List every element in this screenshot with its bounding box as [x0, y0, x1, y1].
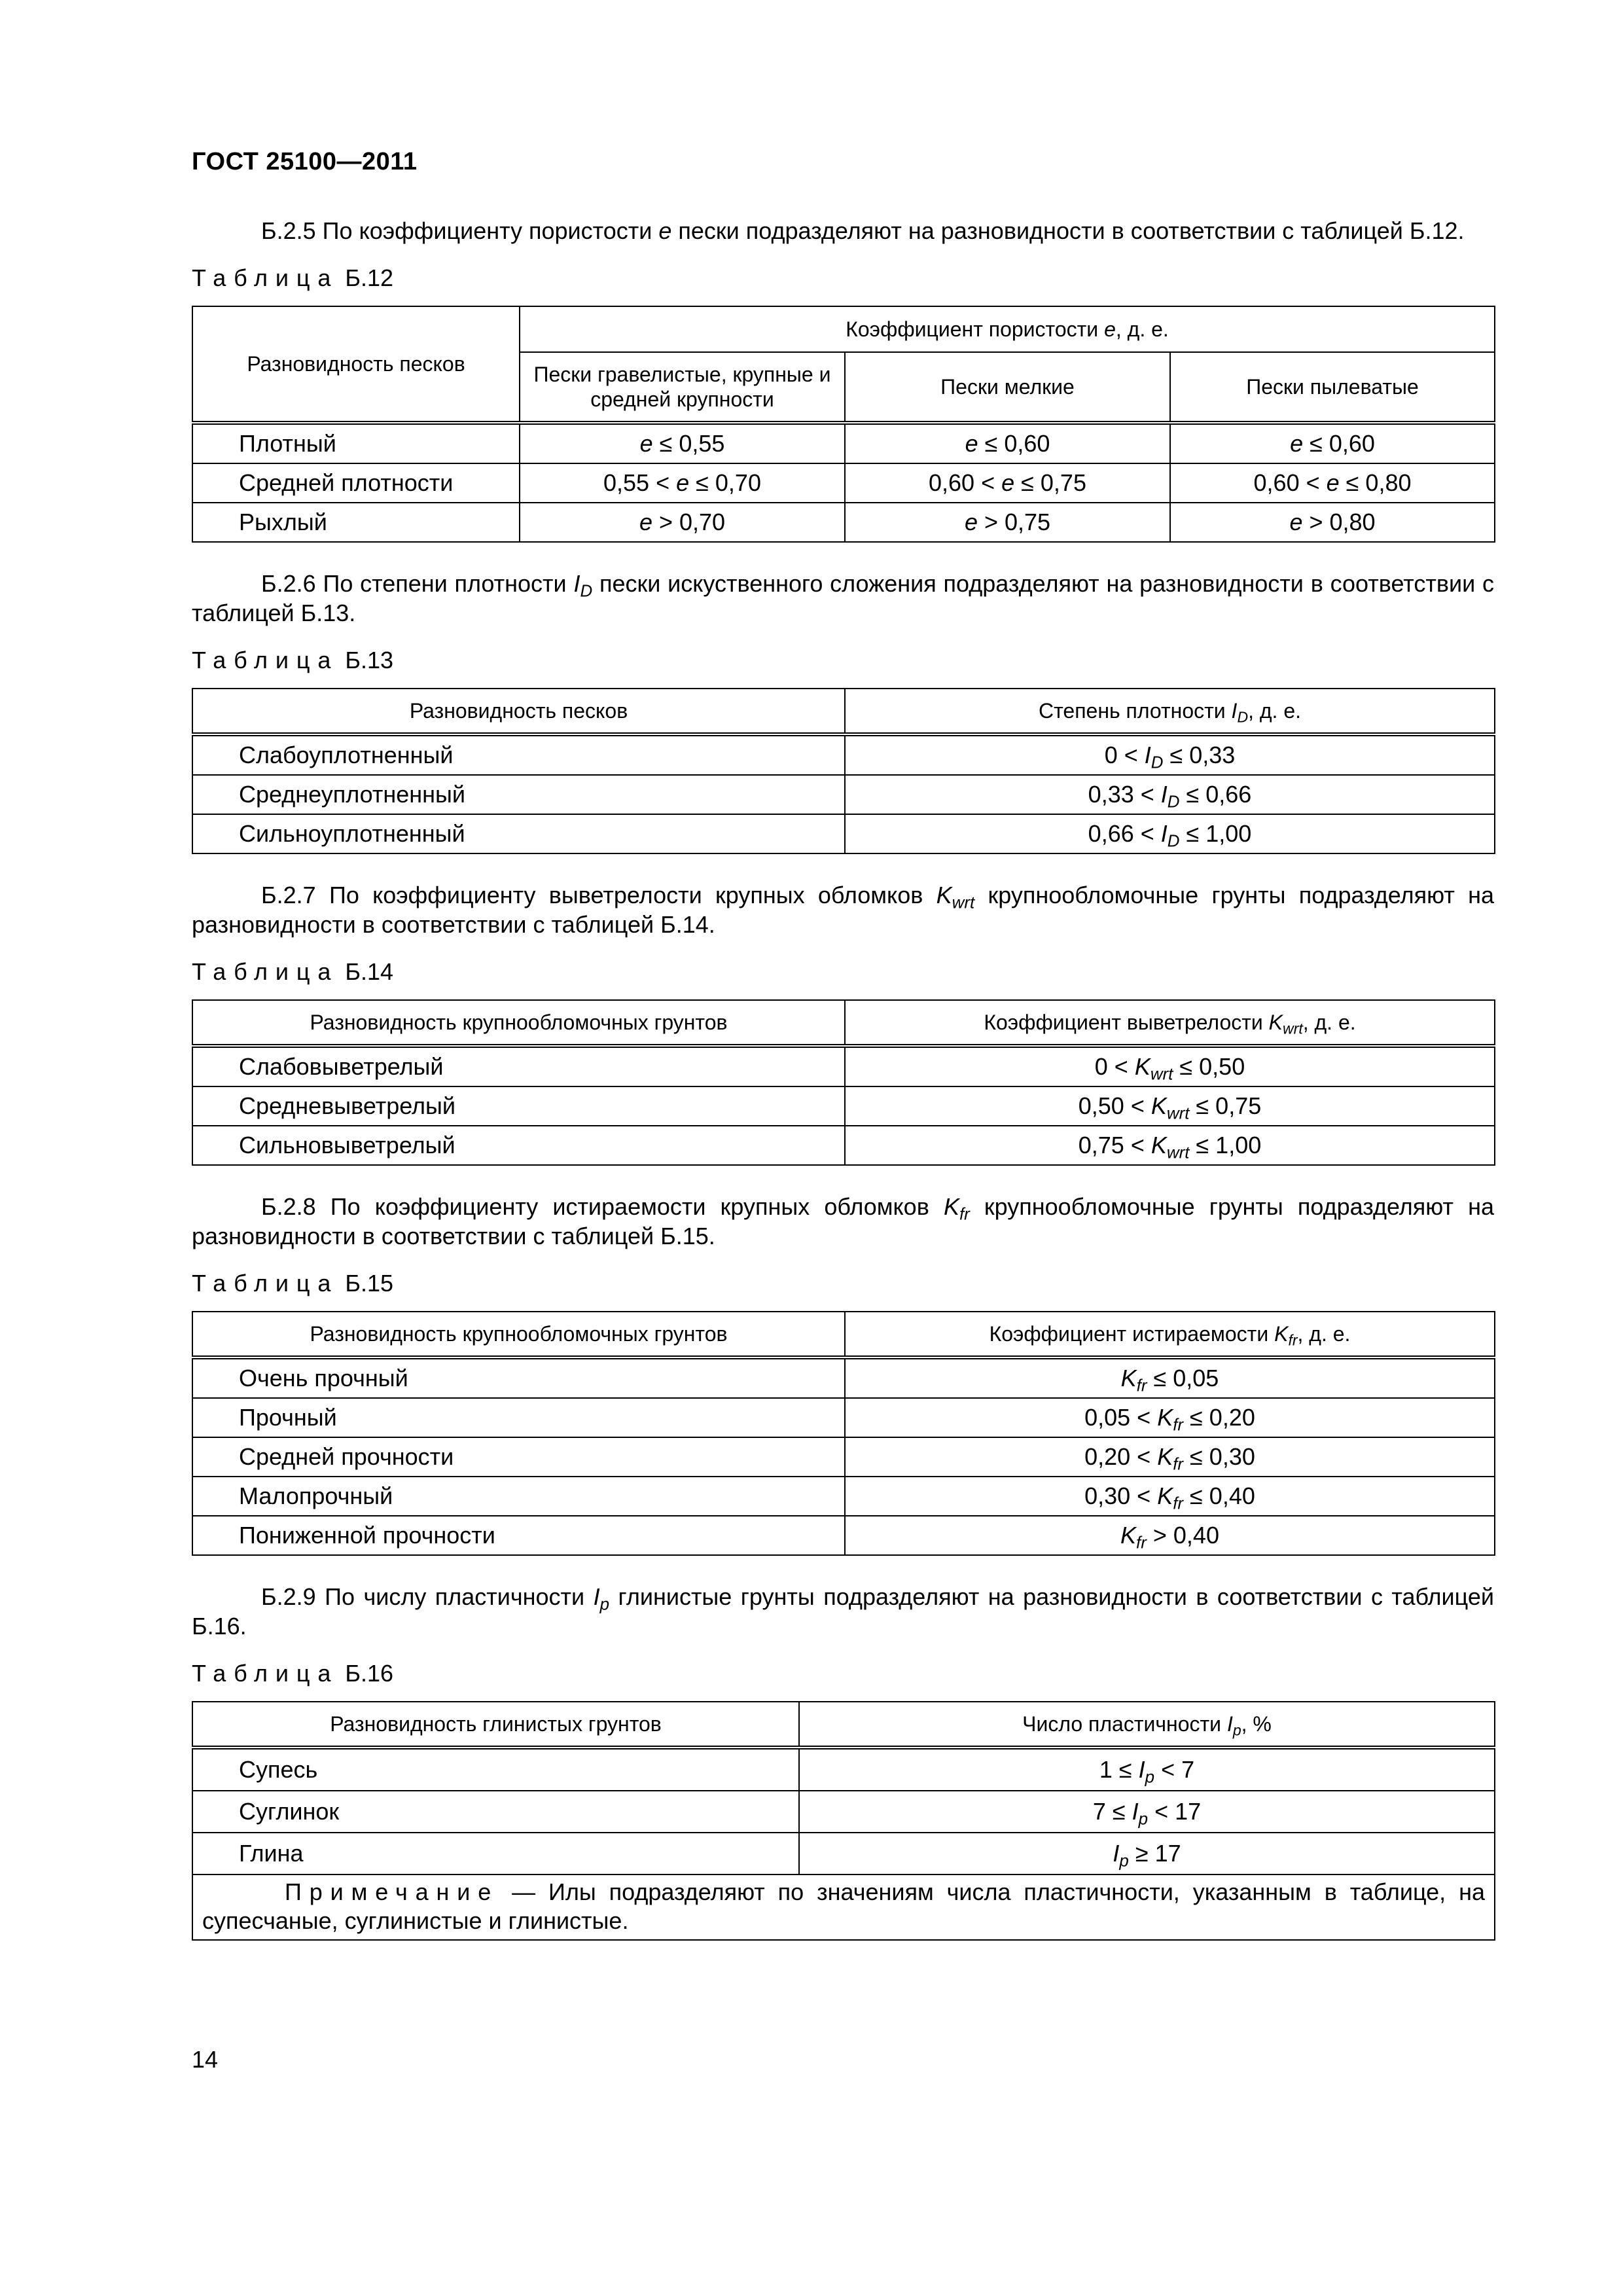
text-run: крупнообломочные грунты подразделяют на разновидности в соответствии с таблицей Б.15. — [192, 1193, 1495, 1249]
text-run: 0,60 < — [1253, 469, 1327, 496]
clause-b2-8 — [192, 1192, 1494, 1251]
math-variable: $K_{fr}$ — [943, 1193, 970, 1224]
text-run: ≤ 0,80 — [1339, 469, 1412, 496]
column-header-name: Разновидность песков — [192, 306, 520, 423]
text-run: , д. е. — [1248, 699, 1301, 723]
math-variable: e — [1290, 430, 1304, 457]
text-run: пески подразделяют на разновидности в соответствии с таблицей Б.12. — [671, 217, 1465, 244]
note-label: Примечание — [285, 1878, 499, 1905]
math-subscript: wrt — [1150, 1065, 1173, 1084]
table-row — [192, 1086, 1495, 1126]
table-note-row — [192, 1874, 1495, 1940]
table-b2-8 — [192, 1311, 1495, 1556]
value-cell — [845, 1357, 1495, 1398]
math-subscript: wrt — [1283, 1020, 1303, 1037]
table-header-row — [192, 1312, 1495, 1357]
row-label-cell: Средней прочности — [192, 1437, 845, 1477]
text-run: ≤ 0,75 — [1189, 1092, 1262, 1119]
clause-b2-5 — [192, 216, 1494, 245]
text-run: ≤ 0,40 — [1183, 1482, 1255, 1509]
section-b2-7 — [192, 880, 1494, 1166]
math-variable: e — [1326, 469, 1340, 496]
math-variable: $K_{wrt}$ — [1134, 1053, 1173, 1084]
text-run: глинистые грунты подразделяют на разновидности в соответствии с таблицей Б.16. — [192, 1583, 1494, 1640]
table-caption — [192, 1269, 1494, 1298]
caption-number: Б.14 — [338, 958, 393, 985]
row-label-cell: Глина — [192, 1833, 799, 1874]
math-variable: $I_D$ — [573, 570, 593, 601]
math-variable: e — [964, 509, 978, 535]
math-variable: $K_{fr}$ — [1157, 1482, 1184, 1513]
table-header-row — [192, 1000, 1495, 1046]
text-run: ≤ 0,55 — [652, 430, 725, 457]
table-row — [192, 734, 1495, 775]
math-subscript: p — [1145, 1768, 1155, 1787]
math-subscript: D — [1150, 753, 1164, 772]
math-subscript: fr — [1136, 1534, 1147, 1552]
math-variable: e — [639, 509, 652, 535]
row-label-cell: Прочный — [192, 1398, 845, 1437]
text-run: 0,05 < — [1084, 1404, 1158, 1431]
value-cell — [799, 1748, 1495, 1791]
caption-number: Б.12 — [338, 264, 393, 291]
table-row — [192, 1126, 1495, 1165]
math-subscript: D — [580, 582, 593, 601]
math-variable: e — [1001, 469, 1015, 496]
text-run: Коэффициент пористости — [846, 317, 1105, 341]
text-run: ≤ 0,33 — [1163, 742, 1236, 768]
text-run: Б.2.7 По коэффициенту выветрелости крупных обломков — [261, 882, 936, 908]
table-row — [192, 814, 1495, 853]
clause-b2-9 — [192, 1582, 1494, 1641]
text-run: 0,33 < — [1088, 781, 1161, 808]
text-run: ≤ 0,20 — [1183, 1404, 1255, 1431]
math-subscript: fr — [959, 1205, 970, 1224]
document-header-title: ГОСТ 25100—2011 — [192, 148, 418, 175]
math-variable: $K_{fr}$ — [1157, 1404, 1184, 1435]
math-variable: $K_{wrt}$ — [936, 882, 975, 912]
row-label-cell: Плотный — [192, 423, 520, 463]
text-run: , д. е. — [1115, 317, 1169, 341]
math-variable: $K_{fr}$ — [1120, 1522, 1147, 1552]
math-variable: $I_p$ — [1132, 1798, 1149, 1829]
value-cell — [845, 423, 1170, 463]
table-note — [192, 1874, 1495, 1940]
row-label-cell: Суглинок — [192, 1791, 799, 1833]
math-subscript: D — [1167, 793, 1180, 812]
text-run: крупнообломочные грунты подразделяют на разновидности в соответствии с таблицей Б.14. — [192, 882, 1494, 938]
value-cell — [845, 503, 1170, 542]
value-cell — [1170, 423, 1495, 463]
caption-word: Таблица — [192, 958, 339, 985]
section-b2-9 — [192, 1582, 1494, 1941]
text-run: 0,66 < — [1088, 820, 1161, 847]
text-run: > 0,40 — [1146, 1522, 1219, 1549]
math-variable: $K_{fr}$ — [1157, 1443, 1184, 1474]
math-subscript: fr — [1173, 1416, 1184, 1435]
table-caption — [192, 958, 1494, 986]
text-run: 0,50 < — [1078, 1092, 1151, 1119]
text-run: 7 ≤ — [1092, 1798, 1132, 1825]
value-cell — [845, 1046, 1495, 1086]
text-run: < 7 — [1154, 1756, 1195, 1783]
page-number: 14 — [192, 2046, 219, 2073]
table-caption — [192, 1659, 1494, 1688]
table-caption — [192, 264, 1494, 293]
math-subscript: fr — [1288, 1331, 1298, 1349]
math-variable: $K_{wrt}$ — [1268, 1011, 1303, 1037]
value-cell — [845, 1477, 1495, 1516]
text-run: 1 ≤ — [1099, 1756, 1139, 1783]
math-subscript: fr — [1173, 1494, 1184, 1513]
text-run: 0,60 < — [929, 469, 1002, 496]
text-run: пески искуственного сложения подразделяют на разновидности в соответствии с таблицей Б.13. — [192, 570, 1495, 626]
text-run: Коэффициент выветрелости — [984, 1011, 1269, 1034]
column-header-value — [845, 689, 1495, 734]
text-run: ≤ 0,50 — [1173, 1053, 1245, 1080]
text-run: ≤ 1,00 — [1189, 1132, 1262, 1158]
value-cell — [520, 503, 845, 542]
row-label-cell: Слабоуплотненный — [192, 734, 845, 775]
math-variable: $I_p$ — [593, 1583, 610, 1614]
text-run: Б.2.9 По числу пластичности — [261, 1583, 594, 1610]
document-body — [192, 216, 1494, 1941]
math-subscript: wrt — [952, 893, 975, 912]
section-b2-6 — [192, 569, 1494, 854]
text-run: ≤ 0,75 — [1014, 469, 1086, 496]
text-run: 0,30 < — [1084, 1482, 1158, 1509]
table-header-row — [192, 689, 1495, 734]
section-b2-5 — [192, 216, 1494, 543]
text-run: > 0,75 — [977, 509, 1051, 535]
table-row — [192, 1748, 1495, 1791]
text-run: Степень плотности — [1038, 699, 1232, 723]
value-cell — [520, 463, 845, 503]
math-variable: $I_D$ — [1160, 781, 1180, 812]
table-row — [192, 1833, 1495, 1874]
math-variable: e — [1104, 317, 1116, 341]
row-label-cell: Супесь — [192, 1748, 799, 1791]
note-text: — Илы подразделяют по значениям числа пластичности, указанным в таблице, на супесчаные, суглинистые и глинистые. — [202, 1878, 1485, 1934]
row-label-cell: Слабовыветрелый — [192, 1046, 845, 1086]
caption-number: Б.16 — [338, 1660, 393, 1687]
math-subscript: p — [1232, 1721, 1241, 1739]
column-header-value — [799, 1702, 1495, 1748]
math-variable: $K_{fr}$ — [1120, 1365, 1147, 1395]
caption-word: Таблица — [192, 264, 339, 291]
math-subscript: p — [1138, 1810, 1149, 1829]
math-subscript: D — [1237, 708, 1249, 726]
text-run: > 0,80 — [1302, 509, 1376, 535]
text-run: ≤ 0,05 — [1147, 1365, 1219, 1391]
value-cell — [845, 1086, 1495, 1126]
section-b2-8 — [192, 1192, 1494, 1556]
row-label-cell: Сильновыветрелый — [192, 1126, 845, 1165]
table-b2-9 — [192, 1701, 1495, 1941]
value-cell — [1170, 463, 1495, 503]
row-label-cell: Малопрочный — [192, 1477, 845, 1516]
text-run: Б.2.8 По коэффициенту истираемости крупных обломков — [261, 1193, 944, 1220]
column-subheader: Пески гравелистые, крупные и средней крупности — [520, 352, 845, 423]
table-row — [192, 1516, 1495, 1555]
math-subscript: wrt — [1166, 1104, 1190, 1123]
text-run: Коэффициент истираемости — [989, 1322, 1275, 1346]
table-header-row — [192, 1702, 1495, 1748]
value-cell — [845, 463, 1170, 503]
column-subheader: Пески пылеватые — [1170, 352, 1495, 423]
table-row — [192, 463, 1495, 503]
table-row — [192, 1357, 1495, 1398]
value-cell — [845, 1126, 1495, 1165]
text-run: ≤ 0,30 — [1183, 1443, 1255, 1470]
row-label-cell: Средневыветрелый — [192, 1086, 845, 1126]
text-run: , д. е. — [1302, 1011, 1356, 1034]
math-variable: e — [965, 430, 978, 457]
table-row — [192, 503, 1495, 542]
value-cell — [799, 1833, 1495, 1874]
row-label-cell: Пониженной прочности — [192, 1516, 845, 1555]
math-variable: $I_p$ — [1226, 1712, 1241, 1739]
column-group-header — [520, 306, 1495, 352]
row-label-cell: Рыхлый — [192, 503, 520, 542]
math-variable: $I_D$ — [1160, 820, 1180, 851]
row-label-cell: Средней плотности — [192, 463, 520, 503]
column-header-value — [845, 1000, 1495, 1046]
math-variable: $K_{wrt}$ — [1150, 1092, 1190, 1123]
clause-b2-6 — [192, 569, 1494, 628]
math-subscript: p — [599, 1595, 610, 1614]
table-header-row — [192, 306, 1495, 352]
value-cell — [845, 814, 1495, 853]
table-row — [192, 1791, 1495, 1833]
text-run: 0 < — [1104, 742, 1145, 768]
table-row — [192, 775, 1495, 814]
row-label-cell: Очень прочный — [192, 1357, 845, 1398]
math-variable: $K_{wrt}$ — [1150, 1132, 1190, 1162]
math-subscript: fr — [1173, 1455, 1184, 1474]
table-b2-7 — [192, 999, 1495, 1166]
text-run: ≤ 0,60 — [978, 430, 1050, 457]
math-variable: e — [1289, 509, 1303, 535]
row-label-cell: Среднеуплотненный — [192, 775, 845, 814]
text-run: 0,55 < — [603, 469, 677, 496]
text-run: ≤ 1,00 — [1179, 820, 1252, 847]
caption-word: Таблица — [192, 1270, 339, 1297]
table-caption — [192, 646, 1494, 675]
math-variable: $I_p$ — [1113, 1840, 1129, 1871]
math-variable: $K_{fr}$ — [1274, 1322, 1298, 1349]
value-cell — [1170, 503, 1495, 542]
text-run: < 17 — [1148, 1798, 1202, 1825]
math-variable: e — [676, 469, 690, 496]
table-b2-6 — [192, 688, 1495, 854]
column-header-name: Разновидность песков — [192, 689, 845, 734]
table-row — [192, 1398, 1495, 1437]
caption-word: Таблица — [192, 1660, 339, 1687]
column-header-name: Разновидность крупнообломочных грунтов — [192, 1312, 845, 1357]
math-subscript: p — [1119, 1852, 1129, 1871]
math-variable: $I_p$ — [1138, 1756, 1155, 1787]
column-subheader: Пески мелкие — [845, 352, 1170, 423]
math-subscript: fr — [1136, 1376, 1147, 1395]
text-run: ≤ 0,66 — [1179, 781, 1252, 808]
caption-number: Б.13 — [338, 647, 393, 673]
table-row — [192, 1437, 1495, 1477]
text-run: > 0,70 — [652, 509, 726, 535]
text-run: Б.2.5 По коэффициенту пористости — [261, 217, 659, 244]
caption-word: Таблица — [192, 647, 339, 673]
text-run: ≤ 0,60 — [1303, 430, 1375, 457]
text-run: , д. е. — [1297, 1322, 1351, 1346]
table-b2-5 — [192, 306, 1495, 543]
value-cell — [799, 1791, 1495, 1833]
math-subscript: wrt — [1166, 1143, 1190, 1162]
table-row — [192, 1477, 1495, 1516]
math-variable: e — [639, 430, 653, 457]
text-run: 0,75 < — [1078, 1132, 1151, 1158]
text-run: ≥ 17 — [1128, 1840, 1181, 1867]
math-subscript: D — [1167, 832, 1180, 851]
value-cell — [845, 775, 1495, 814]
caption-number: Б.15 — [338, 1270, 393, 1297]
text-run: Б.2.6 По степени плотности — [261, 570, 574, 597]
text-run: 0,20 < — [1084, 1443, 1158, 1470]
column-header-value — [845, 1312, 1495, 1357]
value-cell — [845, 1398, 1495, 1437]
math-variable: e — [658, 217, 672, 244]
column-header-name: Разновидность глинистых грунтов — [192, 1702, 799, 1748]
value-cell — [845, 734, 1495, 775]
value-cell — [520, 423, 845, 463]
value-cell — [845, 1516, 1495, 1555]
clause-b2-7 — [192, 880, 1494, 939]
math-variable: $I_D$ — [1231, 699, 1249, 726]
text-run: ≤ 0,70 — [689, 469, 761, 496]
text-run: 0 < — [1094, 1053, 1135, 1080]
math-variable: $I_D$ — [1144, 742, 1164, 772]
column-header-name: Разновидность крупнообломочных грунтов — [192, 1000, 845, 1046]
table-row — [192, 423, 1495, 463]
value-cell — [845, 1437, 1495, 1477]
table-row — [192, 1046, 1495, 1086]
text-run: Число пластичности — [1022, 1712, 1227, 1736]
text-run: , % — [1241, 1712, 1272, 1736]
row-label-cell: Сильноуплотненный — [192, 814, 845, 853]
